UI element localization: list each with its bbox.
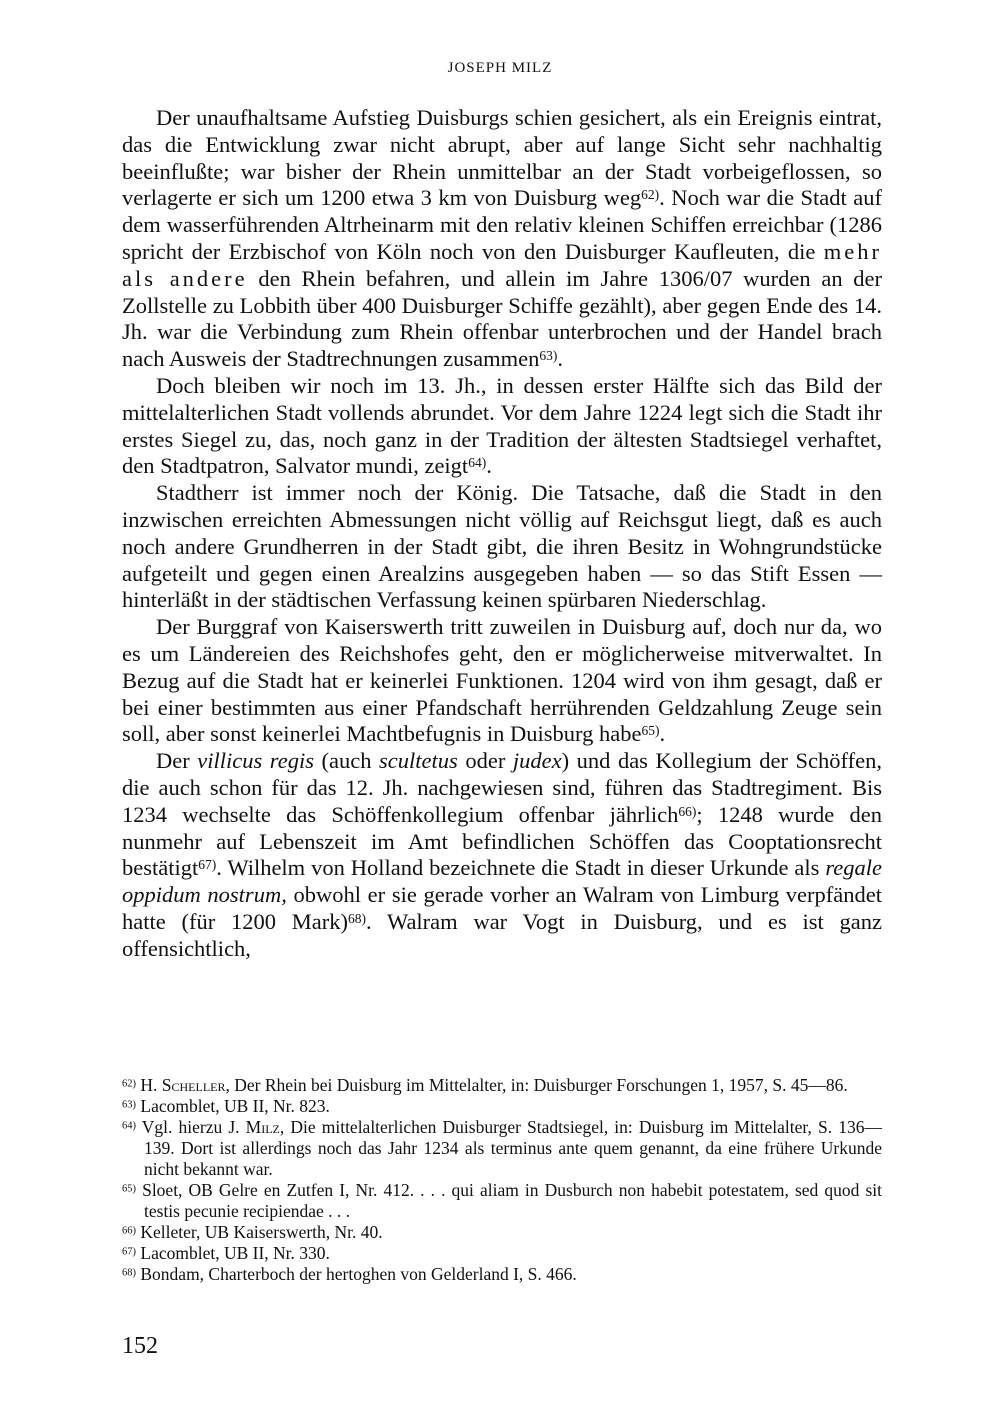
text-span: . <box>557 346 564 372</box>
text-span: . Wilhelm von Holland bezeichnete die Stadt in dieser Urkunde als <box>216 855 826 881</box>
body-text <box>122 105 882 963</box>
footnote-65 <box>122 1180 882 1222</box>
footnote-text: Der Rhein bei Duisburg im Mittelalter, in: Duisburger Forschungen 1, 1957, S. 45—86. <box>229 1075 848 1095</box>
spaced-emphasis: mehr als andere <box>122 238 882 291</box>
footnote-text: Die mittelalterlichen Duisburger Stadtsiegel, in: Duisburg im Mittelalter, S. 136—139. Dort ist allerdings noch das Jahr 1234 als terminus ante quem genannt, da eine frühere Urkunde nicht bekannt war. <box>144 1117 882 1179</box>
footnote-62 <box>122 1075 882 1096</box>
footnote-64 <box>122 1117 882 1180</box>
text-span: oder <box>457 748 513 774</box>
running-head: JOSEPH MILZ <box>447 60 553 76</box>
footnote-number: 67) <box>122 1246 136 1258</box>
footnote-text: Bondam, Charterboch der hertoghen von Gelderland I, S. 466. <box>136 1264 577 1284</box>
text-span: (auch <box>313 748 380 774</box>
footnote-author: Milz, <box>245 1117 285 1137</box>
footnote-67 <box>122 1243 882 1264</box>
text-span: . Walram war Vogt in Duisburg, und es ist ganz offensichtlich, <box>122 908 882 961</box>
text-span: ) und das Kollegium der Schöffen, die auch schon für das 12. Jh. nachgewiesen sind, führen das Stadtregiment. Bis 1234 wechselte das Schöffenkollegium offenbar jährlich <box>122 748 882 827</box>
text-span: ; 1248 wurde den nunmehr auf Lebenszeit im Amt befindlichen Schöffen das Cooptationsrecht bestätigt <box>122 801 882 881</box>
footnote-ref[interactable]: 62) <box>641 187 660 203</box>
footnote-ref[interactable]: 66) <box>678 803 697 819</box>
footnote-number: 65) <box>122 1183 136 1195</box>
paragraph-4 <box>122 614 882 748</box>
text-span: Der <box>156 748 198 774</box>
footnote-66 <box>122 1222 882 1243</box>
footnote-text: Lacomblet, UB II, Nr. 330. <box>136 1243 330 1263</box>
italic-term: scultetus <box>379 748 458 774</box>
footnote-number: 63) <box>122 1099 136 1111</box>
footnote-number: 68) <box>122 1267 136 1279</box>
text-span: . <box>659 721 666 747</box>
paragraph-2 <box>122 373 882 480</box>
page-number: 152 <box>122 1333 158 1359</box>
footnote-number: 66) <box>122 1225 136 1237</box>
footnotes <box>122 1075 882 1285</box>
paragraph-1 <box>122 105 882 373</box>
paragraph-5 <box>122 748 882 962</box>
footnote-ref[interactable]: 68) <box>348 910 367 926</box>
italic-term: regale oppidum nostrum, <box>122 855 882 908</box>
footnote-ref[interactable]: 64) <box>468 455 487 471</box>
italic-term: villicus regis <box>197 748 314 774</box>
footnote-pre: Vgl. hierzu J. <box>136 1117 246 1137</box>
footnote-68 <box>122 1264 882 1285</box>
italic-term: judex <box>512 748 562 774</box>
footnote-ref[interactable]: 63) <box>539 348 558 364</box>
text-span: den Rhein befahren, und allein im Jahre 1306/07 wurden an der Zollstelle zu Lobbith über 400 Duisburger Schiffe gezählt), aber gegen Ende des 14. Jh. war die Verbindung zum Rhein offenbar unterbrochen und der Handel brach nach Ausweis der Stadtrechnungen zusammen <box>122 265 883 372</box>
footnote-author: H. Scheller, <box>140 1075 230 1095</box>
text-span: Der unaufhaltsame Aufstieg Duisburgs schien gesichert, als ein Ereignis eintrat, das die Entwicklung zwar nicht abrupt, aber auf lange Sicht sehr nachhaltig beeinflußte; war bisher der Rhein unmittelbar an der Stadt vorbeigeflossen, so verlagerte er sich um 1200 etwa 3 km von Duisburg weg <box>122 105 882 211</box>
footnote-text: Lacomblet, UB II, Nr. 823. <box>136 1096 330 1116</box>
footnote-number: 64) <box>122 1120 136 1132</box>
footnote-63 <box>122 1096 882 1117</box>
paragraph-3: Stadtherr ist immer noch der König. Die Tatsache, daß die Stadt in den inzwischen erreichten Abmessungen nicht völlig auf Reichsgut liegt, daß es auch noch andere Grundherren in der Stadt gibt, die ihren Besitz in Wohngrundstücke aufgeteilt und gegen einen Arealzins ausgegeben haben — so das Stift Essen — hinterläßt in der städtischen Verfassung keinen spürbaren Niederschlag. <box>122 480 882 613</box>
text-span: . <box>486 453 492 479</box>
text-span: obwohl er sie gerade vorher an Walram von Limburg verpfändet hatte (für 1200 Mark) <box>122 882 882 934</box>
footnote-ref[interactable]: 67) <box>198 857 217 873</box>
footnote-text: Kelleter, UB Kaiserswerth, Nr. 40. <box>136 1222 383 1242</box>
footnote-text: Sloet, OB Gelre en Zutfen I, Nr. 412. . . . qui aliam in Dusburch non habebit potestatem, sed quod sit testis pecunie recipiendae . . . <box>136 1180 882 1221</box>
text-span: Der Burggraf von Kaiserswerth tritt zuweilen in Duisburg auf, doch nur da, wo es um Ländereien des Reichshofes geht, den er möglicherweise mitverwaltet. In Bezug auf die Stadt hat er keinerlei Funktionen. 1204 wird von ihm gesagt, daß er bei einer bestimmten aus einer Pfandschaft herrührenden Geldzahlung Zeuge sein soll, aber sonst keinerlei Machtbefugnis in Duisburg habe <box>122 614 882 747</box>
footnote-number: 62) <box>122 1078 136 1090</box>
text-span: Doch bleiben wir noch im 13. Jh., in dessen erster Hälfte sich das Bild der mittelalterlichen Stadt vollends abrundet. Vor dem Jahre 1224 legt sich die Stadt ihr erstes Siegel zu, das, noch ganz in der Tradition der ältesten Stadtsiegel verhaftet, den Stadtpatron, Salvator mundi, zeigt <box>122 372 882 479</box>
footnote-ref[interactable]: 65) <box>641 723 660 739</box>
text-span: . Noch war die Stadt auf dem wasserführenden Altrheinarm mit den relativ kleinen Schiffen erreichbar (1286 spricht der Erzbischof von Köln noch von den Duisburger Kaufleuten, die <box>122 185 882 264</box>
